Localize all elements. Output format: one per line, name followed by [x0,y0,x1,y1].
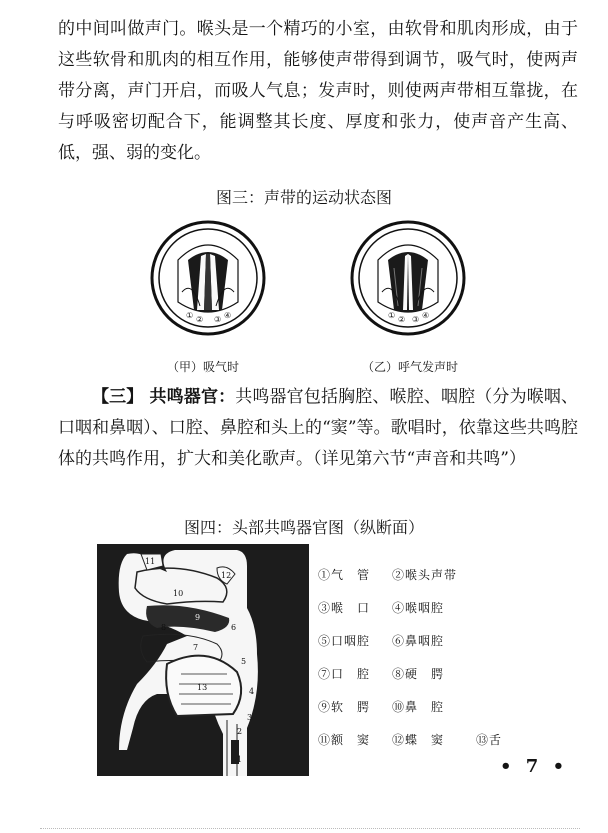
legend-item-8: ⑧硬 腭 [392,667,445,681]
fig3-right-num-1: ① [388,311,396,320]
diagram-num-4: 4 [249,687,255,696]
diagram-num-13: 13 [197,683,208,692]
figure3-right-label: （乙）呼气发声时 [362,360,459,374]
legend-item-1: ①气 管 [318,568,371,582]
figure3-caption: 图三：声带的运动状态图 [215,188,392,207]
vocal-folds-closed-illustration [348,210,468,350]
head-resonator-diagram [97,544,309,776]
legend-item-4: ④喉咽腔 [392,601,445,615]
scan-edge-divider [40,828,580,830]
legend-item-7: ⑦口 腔 [318,667,371,681]
diagram-num-9: 9 [195,613,201,622]
fig3-left-num-4: ④ [224,311,232,320]
vocal-folds-open-illustration [148,210,268,350]
legend-item-10: ⑩鼻 腔 [392,700,445,714]
diagram-num-5: 5 [241,657,247,666]
diagram-num-7: 7 [193,643,199,652]
page-number: • 7 • [500,756,569,777]
body-paragraph-2 [58,382,578,475]
diagram-num-10: 10 [173,589,184,598]
fig3-right-num-2: ② [398,315,406,324]
fig3-right-num-3: ③ [412,315,420,324]
fig3-right-num-4: ④ [422,311,430,320]
fig3-left-num-1: ① [186,311,194,320]
diagram-num-12: 12 [221,571,232,580]
diagram-num-1: 1 [237,755,243,764]
section-body: 共鸣器官包括胸腔、喉腔、咽腔（分为喉咽、口咽和鼻咽）、口腔、鼻腔和头上的“窦”等。歌唱时，依靠这些共鸣腔体的共鸣作用，扩大和美化歌声。（详见第六节“声音和共鸣”） [58,387,579,469]
diagram-num-2: 2 [237,727,243,736]
legend-item-6: ⑥鼻咽腔 [392,634,445,648]
legend-item-12: ⑫蝶 窦 [392,733,445,747]
diagram-num-8: 8 [161,623,167,632]
figure3-left-label: （甲）吸气时 [167,360,240,374]
diagram-num-6: 6 [231,623,237,632]
legend-item-2: ②喉头声带 [392,568,458,582]
legend-item-13: ⑬舌 [476,733,503,747]
figure4-caption: 图四：头部共鸣器官图（纵断面） [183,518,424,537]
diagram-num-3: 3 [247,713,253,722]
body-paragraph-1: 的中间叫做声门。喉头是一个精巧的小室，由软骨和肌肉形成，由于这些软骨和肌肉的相互作用，能够使声带得到调节，吸气时，使两声带分离，声门开启，而吸人气息；发声时，则使两声带相互靠拢，在与呼吸密切配合下，能调整其长度、厚度和张力，使声音产生高、低，强、弱的变化。 [58,19,578,163]
legend-item-3: ③喉 口 [318,601,371,615]
diagram-num-11: 11 [145,557,156,566]
fig3-left-num-3: ③ [214,315,222,324]
section-heading: 【三】 共鸣器官： [92,387,236,407]
legend-item-11: ⑪额 窦 [318,733,371,747]
legend-item-5: ⑤口咽腔 [318,634,371,648]
legend-item-9: ⑨软 腭 [318,700,371,714]
fig3-left-num-2: ② [196,315,204,324]
